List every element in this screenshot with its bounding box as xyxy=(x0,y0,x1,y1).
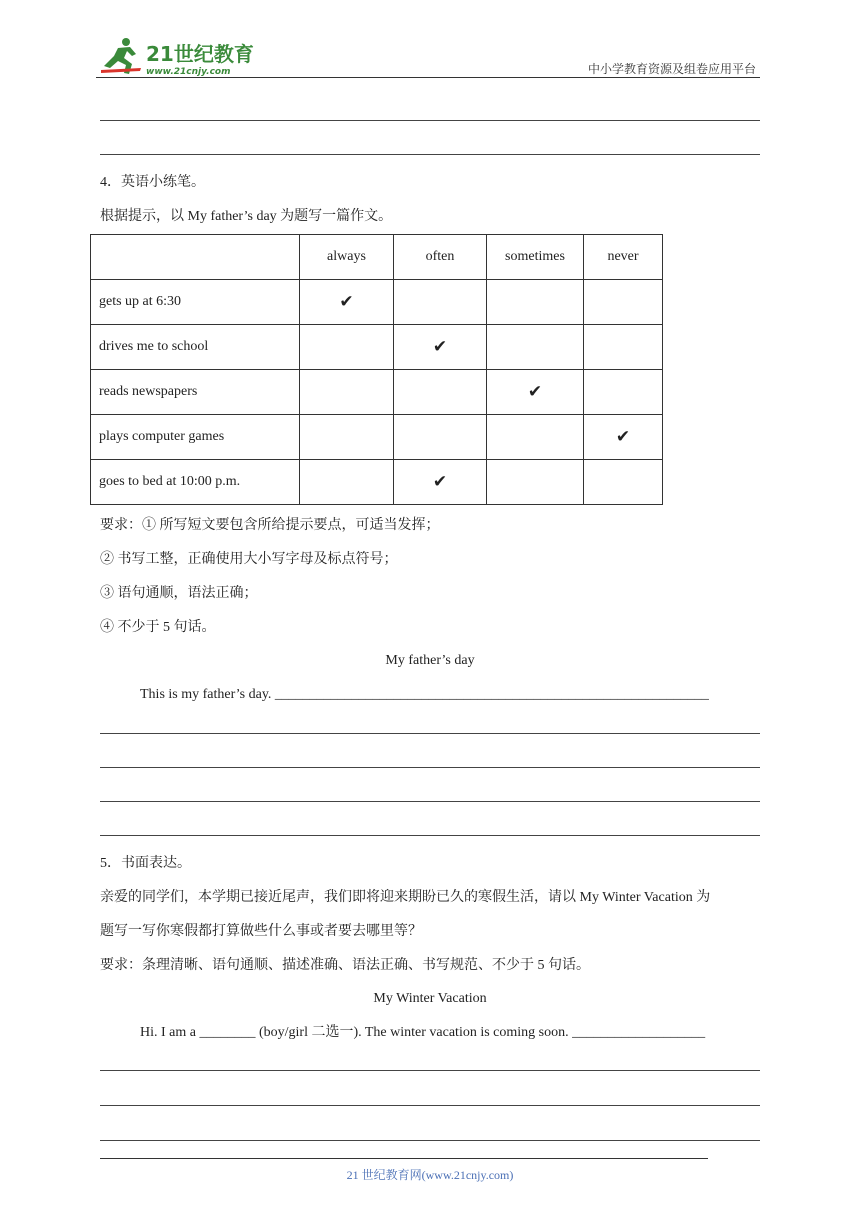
footer-text: 21 世纪教育网(www.21cnjy.com) xyxy=(346,1168,514,1182)
q5-prompt-line2: 题写一写你寒假都打算做些什么事或者要去哪里等？ xyxy=(100,924,422,939)
writing-line[interactable] xyxy=(100,801,760,802)
check-mark-icon: ✔ xyxy=(339,292,354,312)
check-cell xyxy=(584,370,663,415)
q5-heading: 5．书面表达。 xyxy=(100,856,191,871)
check-cell xyxy=(487,370,584,415)
q5-requirements: 要求：条理清晰、语句通顺、描述准确、语法正确、书写规范、不少于 5 句话。 xyxy=(100,958,590,973)
q4-requirement-4: ④ 不少于 5 句话。 xyxy=(100,620,216,635)
writing-line[interactable] xyxy=(100,1140,760,1141)
check-cell xyxy=(300,415,394,460)
footer-divider xyxy=(100,1158,708,1159)
writing-line[interactable] xyxy=(100,767,760,768)
row-label: plays computer games xyxy=(91,415,300,460)
q4-heading: 4．英语小练笔。 xyxy=(100,175,205,190)
table-row xyxy=(91,280,663,325)
check-cell xyxy=(300,370,394,415)
writing-line[interactable] xyxy=(100,835,760,836)
check-cell xyxy=(487,460,584,505)
check-mark-icon: ✔ xyxy=(432,337,448,357)
table-row xyxy=(91,415,663,460)
check-cell xyxy=(300,325,394,370)
writing-line[interactable] xyxy=(100,1105,760,1106)
check-cell xyxy=(584,460,663,505)
check-cell xyxy=(584,325,663,370)
row-label: drives me to school xyxy=(91,325,300,370)
check-cell xyxy=(584,280,663,325)
check-cell xyxy=(487,325,584,370)
column-header: never xyxy=(584,235,663,280)
q5-prompt-line1: 亲爱的同学们，本学期已接近尾声，我们即将迎来期盼已久的寒假生活，请以 My Winter Vacation 为 xyxy=(100,890,711,905)
check-cell xyxy=(300,280,394,325)
check-cell xyxy=(394,325,487,370)
check-cell xyxy=(487,280,584,325)
check-mark-icon: ✔ xyxy=(432,472,448,492)
check-mark-icon: ✔ xyxy=(527,382,543,402)
writing-line[interactable] xyxy=(100,733,760,734)
q5-essay-starter: Hi. I am a ________ (boy/girl 二选一). The winter vacation is coming soon. ___________________ xyxy=(140,1025,706,1040)
check-cell xyxy=(394,460,487,505)
column-header: often xyxy=(394,235,487,280)
q4-requirement-2: ② 书写工整，正确使用大小写字母及标点符号； xyxy=(100,552,398,567)
table-row xyxy=(91,370,663,415)
q4-essay-title: My father’s day xyxy=(385,653,475,668)
answer-line xyxy=(100,154,760,155)
check-cell xyxy=(394,280,487,325)
q4-prompt: 根据提示，以 My father’s day 为题写一篇作文。 xyxy=(100,209,393,224)
row-label: gets up at 6:30 xyxy=(91,280,300,325)
check-cell xyxy=(584,415,663,460)
column-header: always xyxy=(300,235,394,280)
platform-name: 中小学教育资源及组卷应用平台 xyxy=(587,62,756,76)
check-mark-icon: ✔ xyxy=(615,427,631,447)
header-divider xyxy=(96,77,760,78)
answer-line xyxy=(100,120,760,121)
logo-url: www.21cnjy.com xyxy=(146,67,231,77)
check-cell xyxy=(300,460,394,505)
table-header-row xyxy=(91,235,663,280)
q4-requirement-1: 要求：① 所写短文要包含所给提示要点，可适当发挥； xyxy=(100,518,440,533)
table-row xyxy=(91,325,663,370)
logo-text: 21世纪教育 xyxy=(146,42,254,66)
table-row xyxy=(91,460,663,505)
q5-essay-title: My Winter Vacation xyxy=(373,991,487,1006)
table-corner-cell xyxy=(91,235,300,280)
column-header: sometimes xyxy=(487,235,584,280)
row-label: reads newspapers xyxy=(91,370,300,415)
q4-essay-starter: This is my father’s day. ______________________________________________________________ xyxy=(140,687,709,702)
check-cell xyxy=(394,415,487,460)
site-logo xyxy=(96,34,266,80)
frequency-table xyxy=(90,234,663,505)
check-cell xyxy=(487,415,584,460)
writing-line[interactable] xyxy=(100,1070,760,1071)
q4-requirement-3: ③ 语句通顺，语法正确； xyxy=(100,586,258,601)
row-label: goes to bed at 10:00 p.m. xyxy=(91,460,300,505)
check-cell xyxy=(394,370,487,415)
